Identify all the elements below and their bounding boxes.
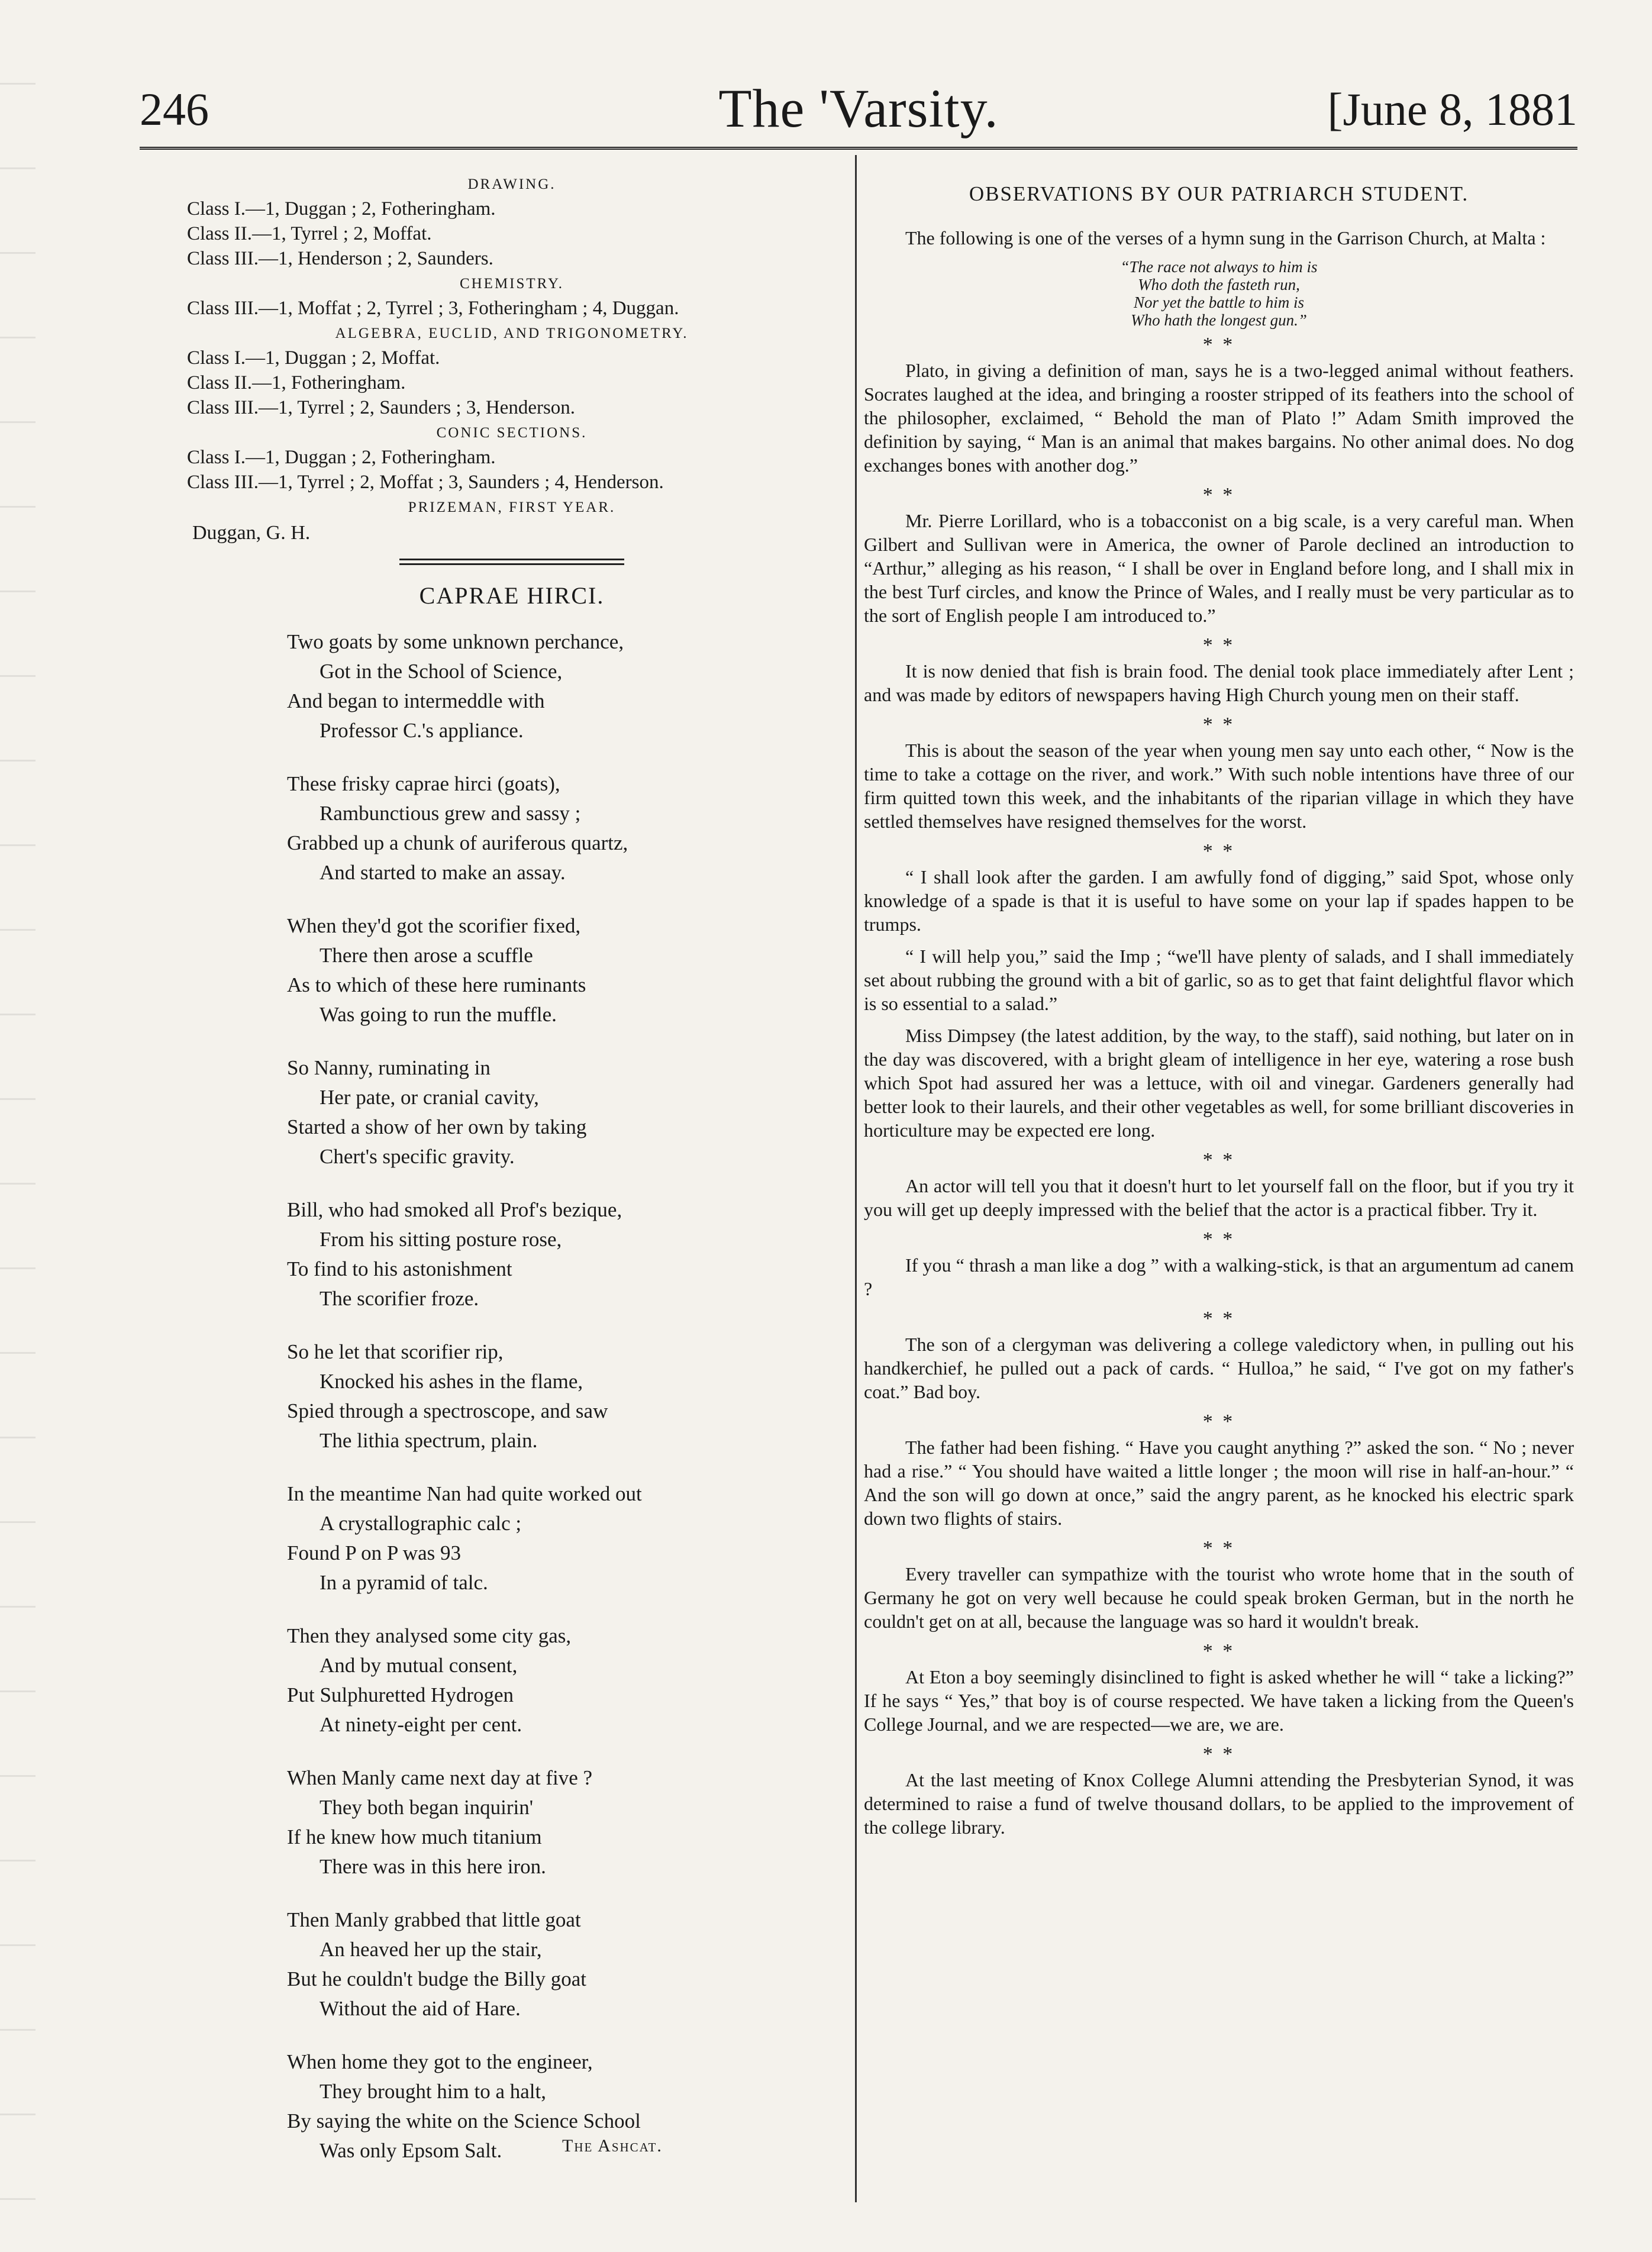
article-paragraph: Miss Dimpsey (the latest addition, by the way, to the staff), said nothing, but later on in the day was discovered, with a bright gleam of intelligence in her eye, watering a rose bush which Spot had assured her was a lettuce, with oil and vinegar. Gardeners generally had better look to their laurels, and their other vegetables as well, for some brilliant discoveries in horticulture may be expected ere long. bbox=[864, 1025, 1574, 1141]
section-heading-chemistry: CHEMISTRY. bbox=[459, 276, 564, 292]
poem-line: There was in this here iron. bbox=[320, 1855, 546, 1878]
poem-line: These frisky caprae hirci (goats), bbox=[287, 772, 560, 795]
poem-line: The scorifier froze. bbox=[320, 1287, 479, 1310]
article-items bbox=[864, 335, 1574, 1839]
asterism-divider: * * bbox=[1202, 634, 1235, 656]
poem-title: CAPRAE HIRCI. bbox=[419, 582, 605, 609]
poem-line: Spied through a spectroscope, and saw bbox=[287, 1399, 608, 1422]
hymn-line: Who doth the fasteth run, bbox=[1138, 276, 1300, 293]
poem-line: They brought him to a halt, bbox=[320, 2080, 546, 2103]
hymn-quote bbox=[864, 258, 1574, 329]
poem-line: Found P on P was 93 bbox=[287, 1541, 461, 1564]
poem-line: So he let that scorifier rip, bbox=[287, 1340, 504, 1363]
article-paragraph: “ I shall look after the garden. I am awfully fond of digging,” said Spot, whose only knowledge of a spade is that it is useful to have some on your lap if spades happen to be trumps. bbox=[864, 866, 1574, 935]
asterism-divider: * * bbox=[1202, 1743, 1235, 1765]
poem-line: Chert's specific gravity. bbox=[320, 1145, 515, 1168]
asterism-divider: * * bbox=[1202, 484, 1235, 506]
article-paragraph: This is about the season of the year when young men say unto each other, “ Now is the time to take a cottage on the river, and work.” With such noble intentions have three of our firm quitted town this week, and the inhabitants of the riparian village in which they have settled themselves have resigned themselves for the worst. bbox=[864, 740, 1574, 832]
poem-line: Without the aid of Hare. bbox=[320, 1997, 521, 2020]
poem-line: Was only Epsom Salt. bbox=[320, 2139, 502, 2162]
poem-line: But he couldn't budge the Billy goat bbox=[287, 1967, 586, 1990]
section-heading-algebra: ALGEBRA, EUCLID, AND TRIGONOMETRY. bbox=[335, 325, 689, 341]
poem-line: When Manly came next day at five ? bbox=[287, 1766, 593, 1789]
article-paragraph: The following is one of the verses of a hymn sung in the Garrison Church, at Malta : bbox=[905, 227, 1546, 249]
hymn-line: Who hath the longest gun.” bbox=[1131, 311, 1307, 329]
article-title: OBSERVATIONS BY OUR PATRIARCH STUDENT. bbox=[969, 182, 1469, 205]
poem-line: And by mutual consent, bbox=[320, 1654, 518, 1677]
poem-line: Grabbed up a chunk of auriferous quartz, bbox=[287, 831, 628, 854]
poem-line: Was going to run the muffle. bbox=[320, 1003, 557, 1026]
poem-body bbox=[183, 627, 840, 2166]
poem-stanza bbox=[287, 1763, 840, 1882]
poem-line: There then arose a scuffle bbox=[320, 944, 533, 967]
poem-stanza bbox=[287, 1905, 840, 2024]
poem-line: By saying the white on the Science School bbox=[287, 2109, 641, 2132]
section-heading-drawing: DRAWING. bbox=[467, 176, 556, 192]
hymn-line: Nor yet the battle to him is bbox=[1134, 293, 1304, 311]
asterism-divider: * * bbox=[1202, 714, 1235, 735]
page-header bbox=[140, 77, 1577, 142]
result-line: Class III.—1, Moffat ; 2, Tyrrel ; 3, Fotheringham ; 4, Duggan. bbox=[187, 298, 679, 319]
column-divider bbox=[855, 155, 857, 2202]
asterism-divider: * * bbox=[1202, 840, 1235, 862]
masthead-title: The 'Varsity. bbox=[718, 78, 999, 138]
poem-stanza bbox=[287, 1479, 840, 1598]
prizeman-name: Duggan, G. H. bbox=[192, 522, 311, 544]
poem-line: When home they got to the engineer, bbox=[287, 2050, 593, 2073]
asterism-divider: * * bbox=[1202, 334, 1235, 356]
asterism-divider: * * bbox=[1202, 1308, 1235, 1330]
poem-line: An heaved her up the stair, bbox=[320, 1938, 542, 1961]
result-line: Class III.—1, Tyrrel ; 2, Moffat ; 3, Saunders ; 4, Henderson. bbox=[187, 472, 664, 493]
section-divider bbox=[399, 559, 624, 565]
poem-line: To find to his astonishment bbox=[287, 1257, 512, 1280]
poem-line: Knocked his ashes in the flame, bbox=[320, 1370, 583, 1393]
result-line: Class I.—1, Duggan ; 2, Moffat. bbox=[187, 347, 440, 369]
poem-line: In a pyramid of talc. bbox=[320, 1571, 488, 1594]
poem-line: Got in the School of Science, bbox=[320, 660, 563, 683]
poem-stanza bbox=[287, 1621, 840, 1740]
poem-line: Bill, who had smoked all Prof's bezique, bbox=[287, 1198, 622, 1221]
article-paragraph: If you “ thrash a man like a dog ” with a walking-stick, is that an argumentum ad canem ? bbox=[864, 1254, 1574, 1299]
poem-line: A crystallographic calc ; bbox=[320, 1512, 522, 1535]
poem-line: And started to make an assay. bbox=[320, 861, 566, 884]
poem-line: Started a show of her own by taking bbox=[287, 1115, 587, 1138]
article-paragraph: At the last meeting of Knox College Alumni attending the Presbyterian Synod, it was determined to raise a fund of twelve thousand dollars, to be applied to the improvement of the college library. bbox=[864, 1769, 1574, 1838]
article-paragraph: The father had been fishing. “ Have you caught anything ?” asked the son. “ No ; never had a rise.” “ You should have waited a little longer ; the moon will rise in half-an-hour.” “ And the son will go down at once,” said the angry parent, as he knocked his electric spark down two flights of stairs. bbox=[864, 1437, 1574, 1529]
poem-line: And began to intermeddle with bbox=[287, 689, 545, 712]
asterism-divider: * * bbox=[1202, 1411, 1235, 1432]
poem-line: The lithia spectrum, plain. bbox=[320, 1429, 538, 1452]
article-paragraph: At Eton a boy seemingly disinclined to fight is asked whether he will “ take a licking?” If he says “ Yes,” that boy is of course respected. We have taken a licking from the Queen's College Journal, and we are respected—we are, we are. bbox=[864, 1666, 1574, 1735]
poem-line: From his sitting posture rose, bbox=[320, 1228, 562, 1251]
poem-line: Her pate, or cranial cavity, bbox=[320, 1086, 539, 1109]
article-paragraph: It is now denied that fish is brain food. The denial took place immediately after Lent ; and was made by editors of newspapers having High Church young men on their staff. bbox=[864, 660, 1574, 705]
article-paragraph: An actor will tell you that it doesn't hurt to let yourself fall on the floor, but if you try it you will get up deeply impressed with the belief that the actor is a practical fibber. Try it. bbox=[864, 1175, 1574, 1220]
page-edge-speckle bbox=[0, 0, 36, 2252]
result-line: Class II.—1, Fotheringham. bbox=[187, 372, 406, 393]
poem-line: Then they analysed some city gas, bbox=[287, 1624, 572, 1647]
result-line: Class II.—1, Tyrrel ; 2, Moffat. bbox=[187, 223, 432, 244]
article-paragraph: “ I will help you,” said the Imp ; “we'll have plenty of salads, and I shall immediately set about rubbing the ground with a bit of garlic, so as to get that faint delightful flavor which is so essential to a salad.” bbox=[864, 946, 1574, 1014]
poem-line: Professor C.'s appliance. bbox=[320, 719, 524, 742]
result-line: Class III.—1, Henderson ; 2, Saunders. bbox=[187, 248, 493, 269]
asterism-divider: * * bbox=[1202, 1149, 1235, 1171]
poem-line: When they'd got the scorifier fixed, bbox=[287, 914, 581, 937]
poem-stanza bbox=[287, 911, 840, 1030]
header-rule bbox=[140, 147, 1577, 150]
right-column bbox=[864, 172, 1574, 1847]
poem-stanza bbox=[287, 1337, 840, 1456]
section-heading-prizeman: PRIZEMAN, FIRST YEAR. bbox=[408, 499, 616, 515]
poem-line: In the meantime Nan had quite worked out bbox=[287, 1482, 642, 1505]
section-heading-conic: CONIC SECTIONS. bbox=[436, 425, 588, 441]
left-column bbox=[183, 172, 840, 2162]
article-paragraph: The son of a clergyman was delivering a college valedictory when, in pulling out his handkerchief, he pulled out a pack of cards. “ Hulloa,” he said, “ I've got on my father's coat.” Bad boy. bbox=[864, 1334, 1574, 1402]
poem-stanza bbox=[287, 1195, 840, 1314]
poem-line: Put Sulphuretted Hydrogen bbox=[287, 1683, 514, 1706]
poem-stanza bbox=[287, 769, 840, 888]
dateline: [June 8, 1881 bbox=[1327, 83, 1577, 135]
result-line: Class I.—1, Duggan ; 2, Fotheringham. bbox=[187, 447, 496, 468]
result-line: Class III.—1, Tyrrel ; 2, Saunders ; 3, Henderson. bbox=[187, 397, 576, 418]
article-paragraph: Mr. Pierre Lorillard, who is a tobacconist on a big scale, is a very careful man. When Gilbert and Sullivan were in America, the owner of Parole declined an introduction to “Arthur,” alleging as his reason, “ I shall be over in England before long, and I shall mix in the best Turf circles, and know the Prince of Wales, and I really must be very particular as to the sort of English people I am introduced to.” bbox=[864, 510, 1574, 626]
poem-line: If he knew how much titanium bbox=[287, 1825, 542, 1848]
hymn-line: “The race not always to him is bbox=[1120, 258, 1318, 276]
poem-line: As to which of these here ruminants bbox=[287, 973, 586, 996]
poem-line: They both began inquirin' bbox=[320, 1796, 534, 1819]
poem-stanza bbox=[287, 627, 840, 746]
poem-line: Two goats by some unknown perchance, bbox=[287, 630, 624, 653]
poem-stanza bbox=[287, 1053, 840, 1172]
poem-signature: The Ashcat. bbox=[562, 2136, 663, 2156]
article-paragraph: Every traveller can sympathize with the tourist who wrote home that in the south of Germany he got on very well because he could speak broken German, but in the north he couldn't get on at all, because the language was so hard it wouldn't break. bbox=[864, 1563, 1574, 1632]
article-paragraph: Plato, in giving a definition of man, says he is a two-legged animal without feathers. Socrates laughed at the idea, and bringing a rooster stripped of its feathers into the school of the philosopher, exclaimed, “ Behold the man of Plato !” Adam Smith improved the definition by saying, “ Man is an animal that makes bargains. No other animal does. No dog exchanges bones with another dog.” bbox=[864, 360, 1574, 476]
poem-line: Then Manly grabbed that little goat bbox=[287, 1908, 581, 1931]
poem-line: So Nanny, ruminating in bbox=[287, 1056, 491, 1079]
poem-line: At ninety-eight per cent. bbox=[320, 1713, 522, 1736]
page-number: 246 bbox=[140, 83, 209, 135]
result-line: Class I.—1, Duggan ; 2, Fotheringham. bbox=[187, 198, 496, 220]
asterism-divider: * * bbox=[1202, 1228, 1235, 1250]
asterism-divider: * * bbox=[1202, 1640, 1235, 1662]
poem-line: Rambunctious grew and sassy ; bbox=[320, 802, 581, 825]
asterism-divider: * * bbox=[1202, 1537, 1235, 1559]
